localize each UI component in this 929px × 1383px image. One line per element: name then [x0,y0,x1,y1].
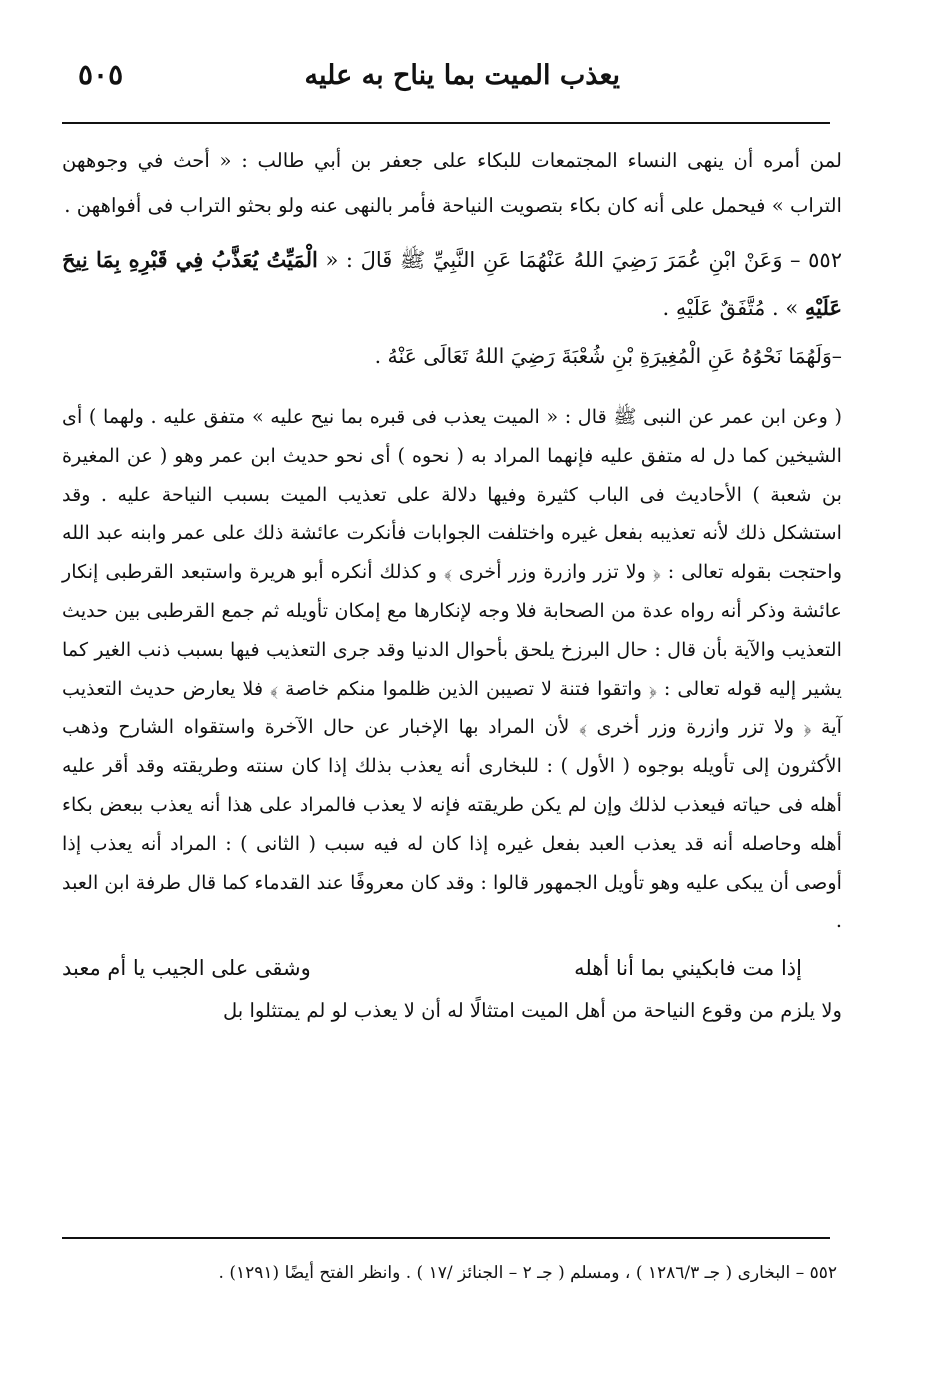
header-rule [62,122,830,124]
page-header [60,50,830,110]
hadith-intro: ٥٥٢ – وَعَنْ ابْنِ عُمَرَ رَضِيَ اللهُ عَنْهُمَا عَنِ النَّبِيِّ ﷺ قَالَ : « [317,248,842,272]
hadith-outro: » . مُتَّفَقٌ عَلَيْهِ . [662,296,805,320]
hadith-quote: الْمَيِّتُ يُعَذَّبُ فِي قَبْرِهِ بِمَا نِيحَ عَلَيْهِ [62,247,842,320]
closing-line: ولا يلزم من وقوع النياحة من أهل الميت امتثالًا له أن لا يعذب لو لم يمتثلوا بل [222,999,842,1023]
hadith-text [62,236,842,332]
commentary-paragraph: ( وعن ابن عمر عن النبى ﷺ قال : « الميت يعذب فى قبره بما نيح عليه » متفق عليه . ولهما ) أى الشيخين كما دل له متفق عليه فإنهما المراد به ( نحوه ) أى نحو حديث ابن عمر وهو ( عن المغيرة بن شعبة ) الأحاديث فى الباب كثيرة وفيها دلالة على تعذيب الميت بسبب النياحة عليه . وقد استشكل ذلك لأنه تعذيبه بفعل غيره واختلفت الجوابات فأنكرت عائشة ذلك على عمر وابنه عبد الله واحتجت بقوله تعالى : ﴿ ولا تزر وازرة وزر أخرى ﴾ و كذلك أنكره أبو هريرة واستبعد القرطبى إنكار عائشة وذكر أنه رواه عدة من الصحابة فلا وجه لإنكارها مع إمكان تأويله ثم جمع القرطبى بين حديث التعذيب والآية بأن قال : حال البرزخ يلحق بأحوال الدنيا وقد جرى التعذيب فيها بسبب ذنب الغير كما يشير إليه قوله تعالى : ﴿ واتقوا فتنة لا تصيبن الذين ظلموا منكم خاصة ﴾ فلا يعارض حديث التعذيب آية ﴿ ولا تزر وازرة وزر أخرى ﴾ لأن المراد بها الإخبار عن حال الآخرة واستقواه الشارح وذهب الأكثرون إلى تأويله بوجوه ( الأول ) : للبخارى أنه يعذب بذلك إذا كان سنته وطريقته وقد أقر عليه أهله فى حياته فيعذب لذلك وإن لم يكن طريقته فإنه لا يعذب فالمراد على هذا أنه يعذب ببعض بكاء أهله وحاصله أنه قد يعذب العبد بفعل غيره إذا كان له فيه سبب ( الثانى ) : المراد أنه يعذب إذا أوصى أن يبكى عليه وهو تأويل الجمهور قالوا : وقد كان معروفًا عند القدماء كما قال طرفة ابن العبد . [62,405,842,933]
footnote-rule [62,1237,830,1239]
hadith-additional-narration: –وَلَهُمَا نَحْوُهُ عَنِ الْمُغِيرَةِ بْنِ شُعْبَةَ رَضِيَ اللهُ تَعَالَى عَنْهُ . [374,344,842,368]
poem-second-hemistich: وشقى على الجيب يا أم معبد [62,956,311,981]
footnote: ٥٥٢ – البخارى ( جـ ١٢٨٦/٣ ) ، ومسلم ( جـ ٢ – الجنائز /١٧ ) . وانظر الفتح أيضًا (١٢٩١) . [218,1263,837,1283]
main-text [62,138,842,1031]
poem-verse [62,945,802,991]
page-number: ٥٠٥ [78,58,124,91]
poem-first-hemistich: إذا مت فابكيني بما أنا أهله [574,956,802,981]
continuation-paragraph: لمن أمره أن ينهى النساء المجتمعات للبكاء على جعفر بن أبي طالب : « أحث في وجوههن التراب » فيحمل على أنه كان بكاء بتصويت النياحة فأمر بالنهى عنه ولو بحثو التراب فى أفواههن . [62,149,842,217]
running-title: يعذب الميت بما يناح به عليه [304,60,620,91]
